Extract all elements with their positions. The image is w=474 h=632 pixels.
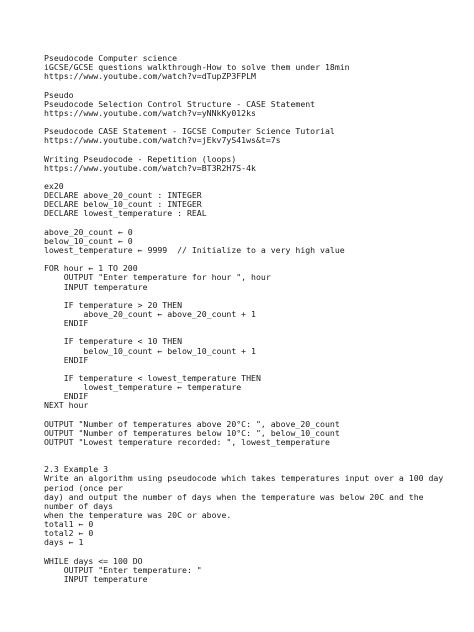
text-line: OUTPUT "Lowest temperature recorded: ", lowest_temperature bbox=[44, 436, 330, 447]
text-line: iGCSE/GCSE questions walkthrough-How to solve them under 18min bbox=[44, 62, 350, 73]
text-line: https://www.youtube.com/watch?v=BT3R2H7S-4k bbox=[44, 162, 256, 173]
text-line: ENDIF bbox=[44, 354, 89, 365]
text-line: days ← 1 bbox=[44, 537, 84, 548]
text-line: DECLARE lowest_temperature : REAL bbox=[44, 208, 207, 219]
text-line: OUTPUT "Number of temperatures above 20°C: ", above_20_count bbox=[44, 418, 340, 429]
document-text bbox=[44, 54, 464, 584]
text-line: ENDIF bbox=[44, 318, 89, 329]
text-line: Pseudo bbox=[44, 89, 74, 100]
text-line: above_20_count ← above_20_count + 1 bbox=[44, 308, 256, 319]
text-line: Write an algorithm using pseudocode which takes temperatures input over a 100 day bbox=[44, 473, 444, 484]
text-line: IF temperature < 10 THEN bbox=[44, 336, 183, 347]
text-line: lowest_temperature ← temperature bbox=[44, 382, 242, 393]
text-line: https://www.youtube.com/watch?v=yNNkKy012ks bbox=[44, 107, 256, 118]
text-line: ENDIF bbox=[44, 391, 89, 402]
text-line: above_20_count ← 0 bbox=[44, 226, 133, 237]
blank-line bbox=[44, 447, 464, 456]
text-line: INPUT temperature bbox=[44, 574, 148, 585]
text-line: day) and output the number of days when the temperature was below 20C and the bbox=[44, 491, 424, 502]
text-line: OUTPUT "Enter temperature: " bbox=[44, 564, 202, 575]
text-line: when the temperature was 20C or above. bbox=[44, 510, 232, 521]
text-line: OUTPUT "Number of temperatures below 10°C: ", below_10_count bbox=[44, 427, 340, 438]
blank-line bbox=[44, 81, 464, 90]
text-line: FOR hour ← 1 TO 200 bbox=[44, 263, 138, 274]
text-line: NEXT hour bbox=[44, 400, 89, 411]
text-line: WHILE days <= 100 DO bbox=[44, 555, 143, 566]
text-line: total1 ← 0 bbox=[44, 519, 94, 530]
text-line: 2.3 Example 3 bbox=[44, 464, 109, 475]
text-line: below_10_count ← 0 bbox=[44, 235, 133, 246]
text-line: DECLARE below_10_count : INTEGER bbox=[44, 199, 202, 210]
text-line: Writing Pseudocode - Repetition (loops) bbox=[44, 153, 237, 164]
text-line: below_10_count ← below_10_count + 1 bbox=[44, 345, 256, 356]
text-line: lowest_temperature ← 9999 // Initialize to a very high value bbox=[44, 244, 345, 255]
blank-line bbox=[44, 173, 464, 182]
text-line: IF temperature < lowest_temperature THEN bbox=[44, 372, 261, 383]
text-line: period (once per bbox=[44, 482, 123, 493]
text-line: https://www.youtube.com/watch?v=jEkv7yS41ws&t=7s bbox=[44, 135, 281, 146]
text-line: INPUT temperature bbox=[44, 281, 148, 292]
text-line: Pseudocode Selection Control Structure - CASE Statement bbox=[44, 98, 316, 109]
text-line: OUTPUT "Enter temperature for hour ", hour bbox=[44, 272, 271, 283]
text-line: IF temperature > 20 THEN bbox=[44, 299, 183, 310]
text-line: DECLARE above_20_count : INTEGER bbox=[44, 190, 202, 201]
text-line: ex20 bbox=[44, 180, 64, 191]
text-line: Pseudocode Computer science bbox=[44, 53, 178, 63]
text-line: Pseudocode CASE Statement - IGCSE Computer Science Tutorial bbox=[44, 126, 335, 137]
text-line: total2 ← 0 bbox=[44, 528, 94, 539]
text-line: number of days bbox=[44, 500, 114, 511]
text-line: https://www.youtube.com/watch?v=dTupZP3FPLM bbox=[44, 71, 256, 82]
